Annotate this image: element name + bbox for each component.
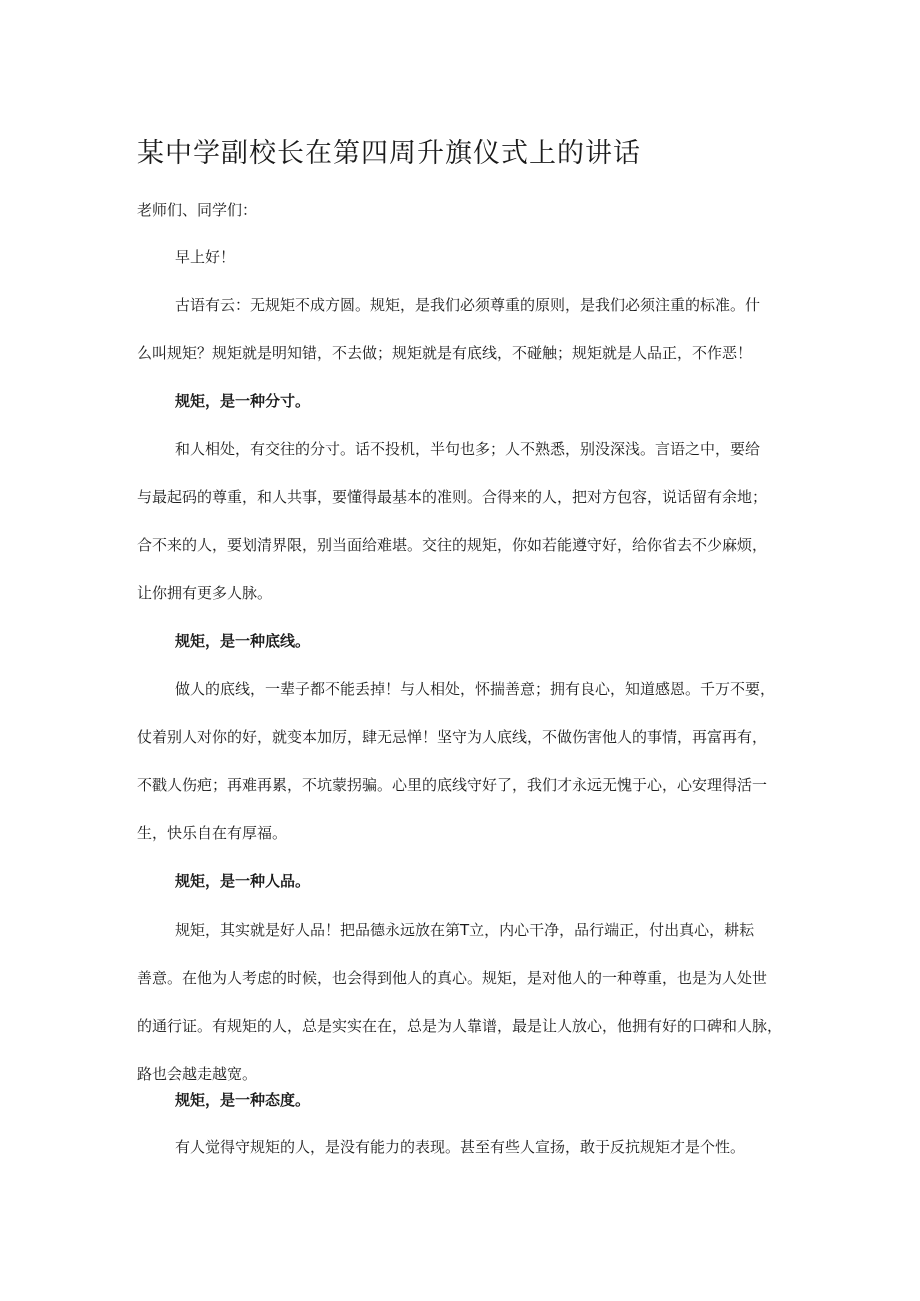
section-line: 合不来的人，要划清界限，别当面给难堪。交往的规矩，你如若能遵守好，给你省去不少麻烦， (137, 536, 768, 554)
section-line: 让你拥有更多人脉。 (137, 584, 273, 602)
section-line: 仗着别人对你的好，就变本加厉，肆无忌惮！坚守为人底线，不做伤害他人的事情，再富再有， (137, 728, 768, 746)
section-line: 的通行证。有规矩的人，总是实实在在，总是为人靠谱，最是让人放心，他拥有好的口碑和人脉， (137, 1017, 783, 1035)
section-heading: 规矩，是一种态度。 (175, 1091, 311, 1109)
section-heading: 规矩，是一种人品。 (175, 872, 311, 890)
greeting: 早上好！ (175, 248, 236, 266)
section-line: 做人的底线，一辈子都不能丢掉！与人相处，怀揣善意；拥有良心，知道感恩。千万不要， (175, 680, 776, 698)
section-heading: 规矩，是一种分寸。 (175, 392, 311, 410)
section-line: 规矩，其实就是好人品！把品德永远放在第T立，内心干净，品行端正，付出真心，耕耘 (175, 921, 755, 939)
section-line: 和人相处，有交往的分寸。话不投机，半句也多；人不熟悉，别没深浅。言语之中，要给 (175, 440, 761, 458)
intro-line: 么叫规矩？规矩就是明知错，不去做；规矩就是有底线，不碰触；规矩就是人品正，不作恶！ (137, 344, 753, 362)
section-line: 生，快乐自在有厚福。 (137, 824, 288, 842)
section-line: 善意。在他为人考虑的时候，也会得到他人的真心。规矩，是对他人的一种尊重，也是为人处世 (137, 969, 768, 987)
intro-line: 古语有云：无规矩不成方圆。规矩，是我们必须尊重的原则，是我们必须注重的标准。什 (175, 296, 761, 314)
document-title: 某中学副校长在第四周升旗仪式上的讲话 (137, 138, 641, 169)
section-line: 路也会越走越宽。 (137, 1065, 258, 1083)
section-line: 有人觉得守规矩的人，是没有能力的表现。甚至有些人宣扬，敢于反抗规矩才是个性。 (175, 1138, 746, 1156)
section-line: 不戳人伤疤；再难再累，不坑蒙拐骗。心里的底线守好了，我们才永远无愧于心，心安理得活一 (137, 776, 768, 794)
salutation: 老师们、同学们： (137, 201, 258, 219)
section-line: 与最起码的尊重，和人共事，要懂得最基本的准则。合得来的人，把对方包容，说话留有余地； (137, 488, 768, 506)
section-heading: 规矩，是一种底线。 (175, 632, 311, 650)
